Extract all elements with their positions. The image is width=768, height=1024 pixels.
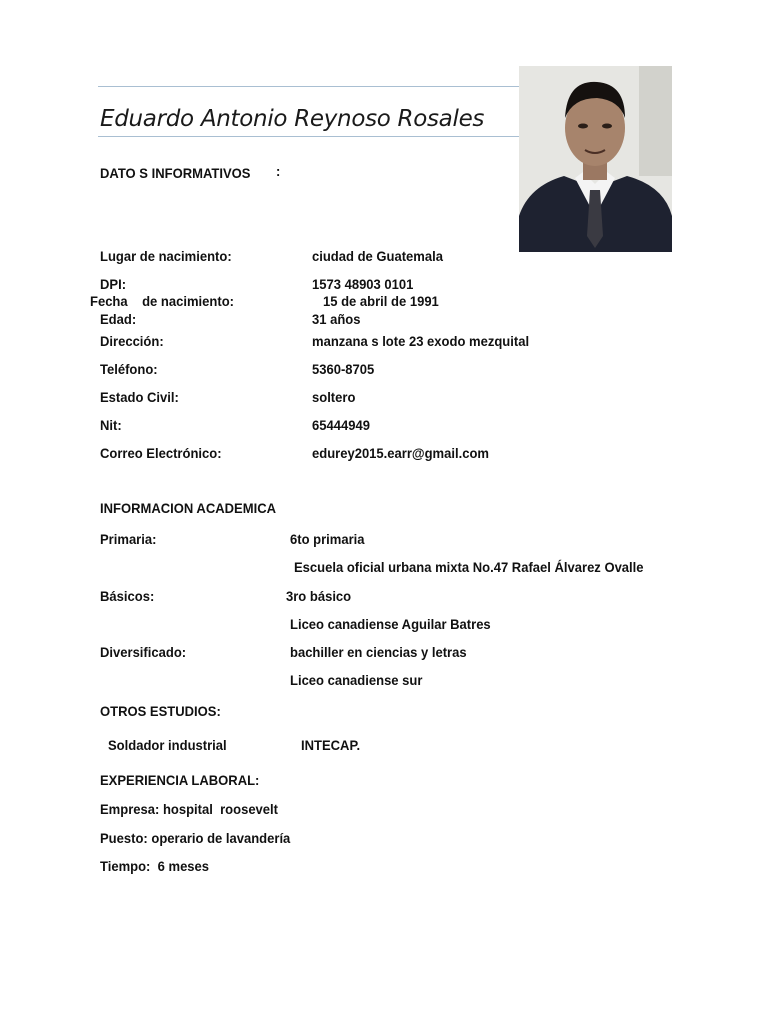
label-primary: Primaria:	[100, 531, 157, 547]
value-civil-status: soltero	[312, 389, 356, 405]
person-photo-icon	[519, 66, 672, 252]
experience-duration: Tiempo: 6 meses	[100, 858, 210, 874]
value-primary-school: Escuela oficial urbana mixta No.47 Rafael Álvarez Ovalle	[294, 559, 644, 575]
experience-company: Empresa: hospital roosevelt	[100, 801, 279, 817]
label-email: Correo Electrónico:	[100, 445, 222, 461]
label-age: Edad:	[100, 311, 137, 327]
value-birthdate: 15 de abril de 1991	[323, 293, 439, 309]
value-phone: 5360-8705	[312, 361, 375, 377]
value-basic-level: 3ro básico	[286, 588, 352, 604]
label-phone: Teléfono:	[100, 361, 158, 377]
value-other-institution: INTECAP.	[301, 737, 361, 753]
label-nit: Nit:	[100, 417, 122, 433]
section-heading-experience: EXPERIENCIA LABORAL:	[100, 772, 260, 788]
label-birthdate: Fecha de nacimiento:	[90, 293, 234, 309]
label-basic: Básicos:	[100, 588, 155, 604]
header-rule-top	[98, 86, 520, 87]
candidate-name: Eduardo Antonio Reynoso Rosales	[100, 106, 485, 132]
value-nit: 65444949	[312, 417, 370, 433]
label-diversified: Diversificado:	[100, 644, 187, 660]
label-civil-status: Estado Civil:	[100, 389, 179, 405]
value-dpi: 1573 48903 0101	[312, 276, 414, 292]
value-age: 31 años	[312, 311, 361, 327]
value-address: manzana s lote 23 exodo mezquital	[312, 333, 530, 349]
value-diversified-school: Liceo canadiense sur	[290, 672, 423, 688]
value-diversified-level: bachiller en ciencias y letras	[290, 644, 467, 660]
label-address: Dirección:	[100, 333, 164, 349]
label-dpi: DPI:	[100, 276, 127, 292]
value-email: edurey2015.earr@gmail.com	[312, 445, 489, 461]
header-rule-bottom	[98, 136, 520, 137]
label-birthplace: Lugar de nacimiento:	[100, 248, 232, 264]
section-heading-other-studies: OTROS ESTUDIOS:	[100, 703, 221, 719]
value-birthplace: ciudad de Guatemala	[312, 248, 443, 264]
value-other-course: Soldador industrial	[108, 737, 227, 753]
section-heading-colon: :	[276, 163, 281, 179]
value-primary-level: 6to primaria	[290, 531, 365, 547]
experience-position: Puesto: operario de lavandería	[100, 830, 291, 846]
section-heading-datos: DATO S INFORMATIVOS	[100, 165, 251, 181]
profile-photo	[519, 66, 672, 252]
value-basic-school: Liceo canadiense Aguilar Batres	[290, 616, 491, 632]
section-heading-academic: INFORMACION ACADEMICA	[100, 500, 277, 516]
